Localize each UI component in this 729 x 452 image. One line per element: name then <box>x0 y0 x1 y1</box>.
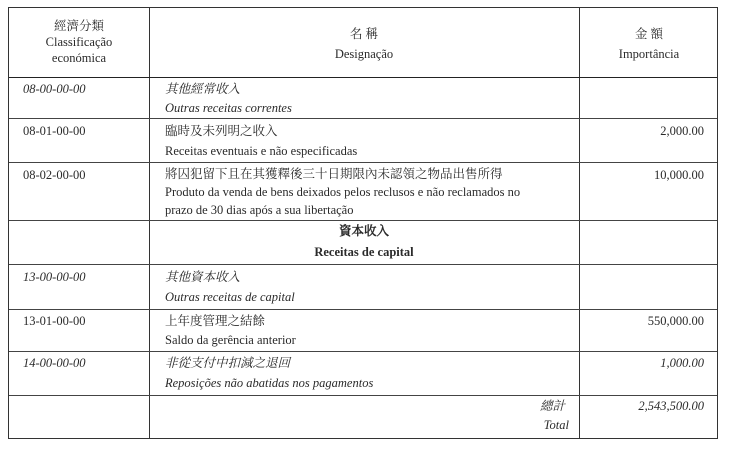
header-amount <box>579 26 719 62</box>
header-classification-pt2: económica <box>51 51 107 65</box>
section-heading-zh: 資本收入 <box>338 224 389 238</box>
row-desc-pt-line1: Produto da venda de bens deixados pelos reclusos e não reclamados no <box>165 185 521 199</box>
row-amount: 1,000.00 <box>660 356 704 370</box>
row-desc-zh: 臨時及未列明之收入 <box>165 124 278 138</box>
revenue-table <box>8 7 718 439</box>
row-desc-pt: Saldo da gerência anterior <box>165 333 296 347</box>
header-amount-zh: 金 額 <box>634 27 664 41</box>
row-desc-pt: Outras receitas correntes <box>165 101 292 115</box>
row-code: 13-01-00-00 <box>23 314 86 328</box>
row-divider <box>9 395 717 396</box>
row-amount: 550,000.00 <box>647 314 704 328</box>
row-desc-zh: 上年度管理之結餘 <box>165 314 266 328</box>
total-amount: 2,543,500.00 <box>638 399 704 413</box>
row-desc-pt: Outras receitas de capital <box>165 290 295 304</box>
row-code: 13-00-00-00 <box>23 270 86 284</box>
row-desc-pt: Receitas eventuais e não especificadas <box>165 144 358 158</box>
header-divider <box>9 77 717 78</box>
row-amount: 10,000.00 <box>654 168 704 182</box>
row-divider <box>9 309 717 310</box>
row-code: 14-00-00-00 <box>23 356 86 370</box>
header-classification-pt1: Classificação <box>45 35 113 49</box>
total-label-pt: Total <box>543 418 569 432</box>
total-label-zh: 總計 <box>539 399 565 413</box>
row-divider <box>9 351 717 352</box>
row-desc-zh: 其他資本收入 <box>165 270 241 284</box>
header-designation-zh: 名 稱 <box>349 27 379 41</box>
header-designation <box>149 26 579 62</box>
column-divider <box>579 8 580 438</box>
row-desc-pt-line2: prazo de 30 dias após a sua libertação <box>165 203 354 217</box>
row-divider <box>9 264 717 265</box>
header-classification-zh: 經濟分類 <box>53 19 104 33</box>
row-divider <box>9 220 717 221</box>
row-desc-zh: 非從支付中扣減之退回 <box>165 356 291 370</box>
row-divider <box>9 118 717 119</box>
header-amount-pt: Importância <box>618 47 680 61</box>
row-code: 08-01-00-00 <box>23 124 86 138</box>
row-desc-zh: 其他經常收入 <box>165 82 241 96</box>
header-classification <box>9 18 149 66</box>
row-amount: 2,000.00 <box>660 124 704 138</box>
row-desc-zh: 將囚犯留下且在其獲釋後三十日期限內未認領之物品出售所得 <box>165 167 503 181</box>
row-code: 08-00-00-00 <box>23 82 86 96</box>
header-designation-pt: Designação <box>334 47 394 61</box>
section-heading-pt: Receitas de capital <box>314 245 414 259</box>
row-desc-pt: Reposições não abatidas nos pagamentos <box>165 376 374 390</box>
row-divider <box>9 162 717 163</box>
row-code: 08-02-00-00 <box>23 168 86 182</box>
